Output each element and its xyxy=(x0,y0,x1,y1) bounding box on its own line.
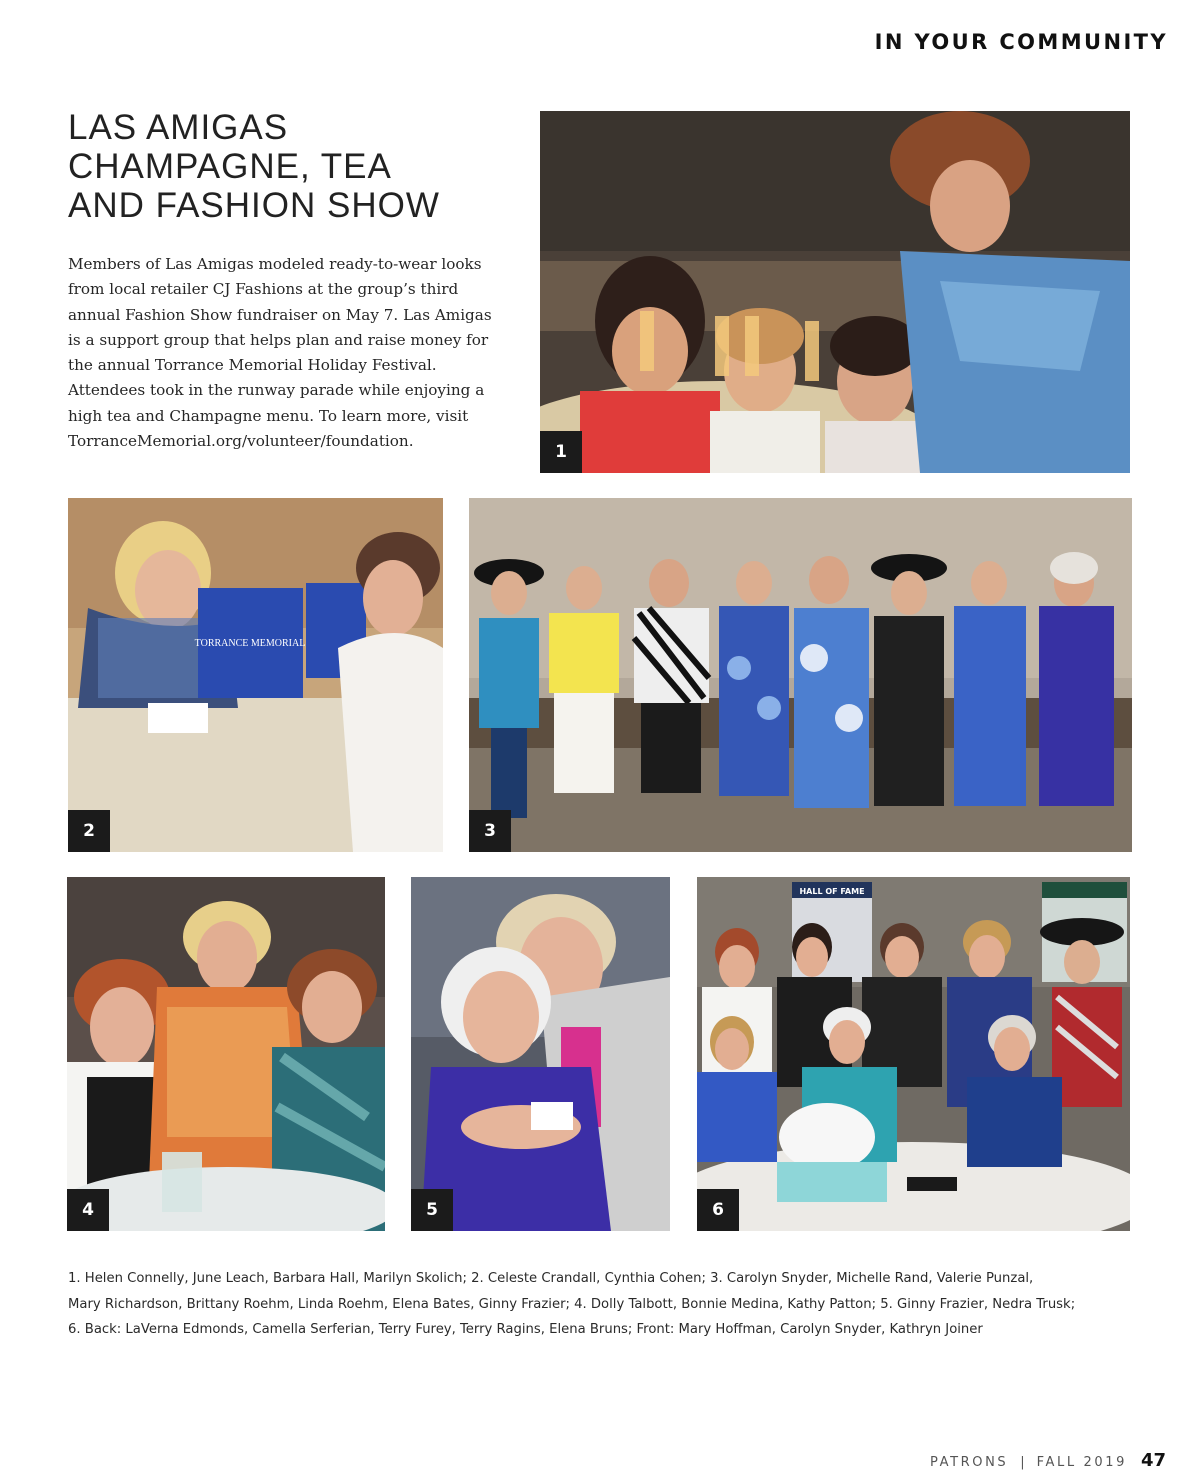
photo-number: 3 xyxy=(469,810,511,852)
photo-number: 2 xyxy=(68,810,110,852)
photo-5-image xyxy=(411,877,670,1231)
section-label: IN YOUR COMMUNITY xyxy=(874,30,1168,54)
caption-line: 1. Helen Connelly, June Leach, Barbara Hall, Marilyn Skolich; 2. Celeste Crandall, Cynthia Cohen; 3. Carolyn Snyder, Michelle Rand, Valerie Punzal, xyxy=(68,1271,1034,1286)
photo-1-image xyxy=(540,111,1130,473)
article-title xyxy=(68,108,508,225)
magazine-name: PATRONS xyxy=(929,1455,1009,1470)
caption-line: Mary Richardson, Brittany Roehm, Linda Roehm, Elena Bates, Ginny Frazier; 4. Dolly Talbott, Bonnie Medina, Kathy Patton; 5. Ginny Frazier, Nedra Trusk; xyxy=(68,1296,1076,1312)
article-body: Members of Las Amigas modeled ready-to-wear looks from local retailer CJ Fashions at the group’s third annual Fashion Show fundraiser on May 7. Las Amigas is a support group that helps plan and raise money for the annual Torrance Memorial Holiday Festival. Attendees took in the runway parade while enjoying a high tea and Champagne menu. To learn more, visit TorranceMemorial.org/volunteer/foundation. xyxy=(68,255,492,451)
photo-2 xyxy=(68,498,443,852)
photo-captions xyxy=(68,1266,1148,1343)
photo-number: 6 xyxy=(697,1189,739,1231)
photo-4-image xyxy=(67,877,385,1231)
photo-2-image xyxy=(68,498,443,852)
photo-3-image xyxy=(469,498,1132,852)
title-line: CHAMPAGNE, TEA xyxy=(68,147,392,186)
footer-separator: | xyxy=(1020,1455,1025,1470)
photo-5 xyxy=(411,877,670,1231)
photo-number: 5 xyxy=(411,1189,453,1231)
issue-label: FALL 2019 xyxy=(1036,1455,1127,1470)
hall-of-fame-sign: HALL OF FAME xyxy=(799,887,865,896)
title-line: AND FASHION SHOW xyxy=(68,186,440,225)
photo-1 xyxy=(540,111,1130,473)
page-number: 47 xyxy=(1140,1450,1166,1471)
title-line: LAS AMIGAS xyxy=(68,108,289,147)
photo-number: 1 xyxy=(540,431,582,473)
photo-4 xyxy=(67,877,385,1231)
caption-line: 6. Back: LaVerna Edmonds, Camella Serferian, Terry Furey, Terry Ragins, Elena Bruns; Front: Mary Hoffman, Carolyn Snyder, Kathryn Joiner xyxy=(68,1322,983,1337)
photo-6 xyxy=(697,877,1130,1231)
photo-3 xyxy=(469,498,1132,852)
bag-logo-text: TORRANCE MEMORIAL xyxy=(194,638,306,649)
photo-number: 4 xyxy=(67,1189,109,1231)
photo-6-image xyxy=(697,877,1130,1231)
